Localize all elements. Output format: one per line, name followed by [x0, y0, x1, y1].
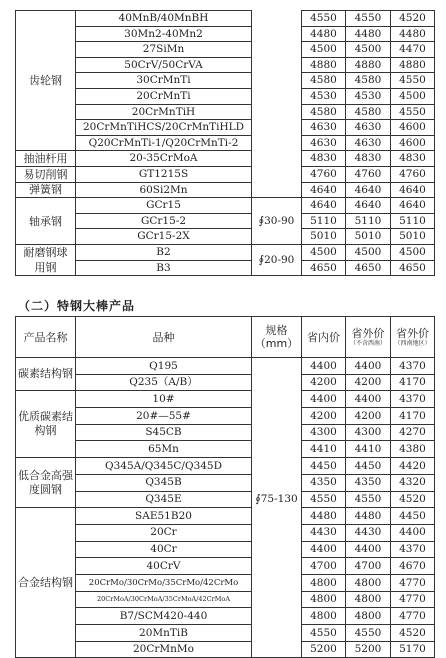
domestic-price-cell: 4430 [302, 524, 346, 541]
category-cell: 弹簧钢 [16, 182, 76, 198]
product-name-cell: Q345A/Q345C/Q345D [76, 458, 252, 475]
domestic-price-cell: 4550 [302, 11, 346, 27]
table-row [16, 166, 435, 182]
outside-price-cell: 4430 [346, 524, 391, 541]
product-name-cell: GCr15 [76, 198, 252, 214]
outside-price-cell: 4580 [346, 73, 391, 89]
product-name-cell: GCr15-2 [76, 213, 252, 229]
product-name-cell: Q195 [76, 358, 252, 375]
domestic-price-cell: 4450 [302, 458, 346, 475]
domestic-price-cell: 5110 [302, 213, 346, 229]
column-header-southwest-label: 省外价 [396, 326, 429, 340]
southwest-price-cell: 4500 [391, 244, 435, 260]
table-row [16, 391, 435, 408]
spec-cell [252, 166, 302, 182]
domestic-price-cell: 4650 [302, 260, 346, 276]
domestic-price-cell: 4410 [302, 441, 346, 458]
spec-cell [252, 391, 302, 408]
table-row [16, 474, 435, 491]
southwest-price-cell: 4520 [391, 625, 435, 642]
table-row [16, 213, 435, 229]
column-header-southwest-note: （西南地区） [394, 339, 431, 347]
table-row [16, 260, 435, 276]
product-name-cell: 20CrMnTiH [76, 104, 252, 120]
table-row [16, 541, 435, 558]
domestic-price-cell: 4480 [302, 508, 346, 525]
spec-cell: ∮30-90 [252, 198, 302, 245]
outside-price-cell: 5200 [346, 641, 391, 658]
outside-price-cell: 4800 [346, 574, 391, 591]
spec-cell [252, 458, 302, 475]
outside-price-cell: 4480 [346, 508, 391, 525]
southwest-price-cell: 4550 [391, 73, 435, 89]
domestic-price-cell: 4480 [302, 26, 346, 42]
domestic-price-cell: 5010 [302, 229, 346, 245]
category-cell: 碳素结构钢 [16, 358, 76, 391]
table-row [16, 441, 435, 458]
table-row [16, 491, 435, 508]
outside-price-cell: 4630 [346, 135, 391, 151]
outside-price-cell: 4400 [346, 391, 391, 408]
table-row [16, 408, 435, 425]
spec-cell [252, 11, 302, 27]
product-name-cell: Q345E [76, 491, 252, 508]
spec-cell [252, 135, 302, 151]
domestic-price-cell: 4630 [302, 120, 346, 136]
product-name-cell: 20CrMoA/30CrMoA/35CrMoA/42CrMoA [76, 591, 252, 608]
product-name-cell: 27SiMn [76, 42, 252, 58]
southwest-price-cell: 4670 [391, 558, 435, 575]
outside-price-cell: 4200 [346, 374, 391, 391]
domestic-price-cell: 4830 [302, 151, 346, 167]
table-row [16, 42, 435, 58]
southwest-price-cell: 4600 [391, 120, 435, 136]
category-cell: 轴承钢 [16, 198, 76, 245]
spec-cell [252, 374, 302, 391]
table-row [16, 104, 435, 120]
product-name-cell: 10# [76, 391, 252, 408]
column-header-outside-label: 省外价 [351, 326, 385, 340]
domestic-price-cell: 4400 [302, 391, 346, 408]
table-row [16, 88, 435, 104]
spec-cell [252, 42, 302, 58]
spec-cell [252, 182, 302, 198]
product-name-cell: 20CrMnTi [76, 88, 252, 104]
product-name-cell: 20CrMnMo [76, 641, 252, 658]
southwest-price-cell: 4370 [391, 391, 435, 408]
outside-price-cell: 4450 [346, 458, 391, 475]
spec-cell [252, 558, 302, 575]
domestic-price-cell: 4800 [302, 608, 346, 625]
column-header-outside-note: （不含西南） [349, 339, 386, 347]
southwest-price-cell: 4400 [391, 524, 435, 541]
product-name-cell: 20CrMnTiHCS/20CrMnTiHLD [76, 120, 252, 136]
spec-cell [252, 57, 302, 73]
southwest-price-cell: 4270 [391, 424, 435, 441]
product-name-cell: Q235（A/B） [76, 374, 252, 391]
domestic-price-cell: 4640 [302, 198, 346, 214]
product-name-cell: B3 [76, 260, 252, 276]
spec-cell [252, 591, 302, 608]
product-name-cell: Q345B [76, 474, 252, 491]
category-cell: 抽油杆用 [16, 151, 76, 167]
outside-price-cell: 4830 [346, 151, 391, 167]
southwest-price-cell: 4520 [391, 491, 435, 508]
domestic-price-cell: 4800 [302, 591, 346, 608]
column-header-domestic-price: 省内价 [302, 317, 346, 358]
outside-price-cell: 4480 [346, 26, 391, 42]
category-cell: 耐磨钢球 [16, 244, 76, 260]
outside-price-cell: 4550 [346, 11, 391, 27]
spec-cell [252, 441, 302, 458]
outside-price-cell: 4200 [346, 408, 391, 425]
category-cell: 齿轮钢 [16, 11, 76, 151]
southwest-price-cell: 4640 [391, 198, 435, 214]
category-cell: 合金结构钢 [16, 508, 76, 658]
southwest-price-cell: 4320 [391, 474, 435, 491]
category-cell: 用钢 [16, 260, 76, 276]
table-row [16, 198, 435, 214]
column-header-spec: 规格（mm） [252, 317, 302, 358]
spec-cell [252, 541, 302, 558]
southwest-price-cell: 4370 [391, 541, 435, 558]
product-name-cell: 30CrMnTi [76, 73, 252, 89]
table-row [16, 524, 435, 541]
domestic-price-cell: 4530 [302, 88, 346, 104]
domestic-price-cell: 4800 [302, 574, 346, 591]
table-row [16, 641, 435, 658]
domestic-price-cell: 4200 [302, 374, 346, 391]
table-row [16, 608, 435, 625]
outside-price-cell: 5110 [346, 213, 391, 229]
outside-price-cell: 4760 [346, 166, 391, 182]
column-header-category: 产品名称 [16, 317, 76, 358]
spec-cell [252, 524, 302, 541]
southwest-price-cell: 4830 [391, 151, 435, 167]
product-name-cell: 30Mn2-40Mn2 [76, 26, 252, 42]
outside-price-cell: 4700 [346, 558, 391, 575]
domestic-price-cell: 4300 [302, 424, 346, 441]
domestic-price-cell: 4880 [302, 57, 346, 73]
table-row [16, 374, 435, 391]
southwest-price-cell: 5010 [391, 229, 435, 245]
southwest-price-cell: 4170 [391, 408, 435, 425]
domestic-price-cell: 4640 [302, 182, 346, 198]
southwest-price-cell: 4380 [391, 441, 435, 458]
table-row [16, 424, 435, 441]
southwest-price-cell: 4450 [391, 508, 435, 525]
spec-cell [252, 73, 302, 89]
domestic-price-cell: 4760 [302, 166, 346, 182]
southwest-price-cell: 4470 [391, 42, 435, 58]
domestic-price-cell: 4500 [302, 42, 346, 58]
outside-price-cell: 4640 [346, 198, 391, 214]
southwest-price-cell: 4480 [391, 26, 435, 42]
southwest-price-cell: 5110 [391, 213, 435, 229]
product-name-cell: 60Si2Mn [76, 182, 252, 198]
product-name-cell: B7/SCM420-440 [76, 608, 252, 625]
table-row [16, 574, 435, 591]
domestic-price-cell: 4350 [302, 474, 346, 491]
domestic-price-cell: 4550 [302, 625, 346, 642]
product-name-cell: S45CB [76, 424, 252, 441]
product-name-cell: 20MnTiB [76, 625, 252, 642]
outside-price-cell: 4500 [346, 42, 391, 58]
product-name-cell: GT1215S [76, 166, 252, 182]
southwest-price-cell: 4770 [391, 574, 435, 591]
spec-cell [252, 574, 302, 591]
product-name-cell: B2 [76, 244, 252, 260]
outside-price-cell: 4400 [346, 541, 391, 558]
domestic-price-cell: 4630 [302, 135, 346, 151]
domestic-price-cell: 4580 [302, 104, 346, 120]
product-name-cell: 20#—55# [76, 408, 252, 425]
outside-price-cell: 4410 [346, 441, 391, 458]
southwest-price-cell: 4420 [391, 458, 435, 475]
outside-price-cell: 4530 [346, 88, 391, 104]
spec-cell [252, 408, 302, 425]
product-name-cell: 65Mn [76, 441, 252, 458]
outside-price-cell: 4550 [346, 491, 391, 508]
spec-cell: ∮75-130 [252, 491, 302, 508]
spec-cell [252, 358, 302, 375]
domestic-price-cell: 4400 [302, 358, 346, 375]
product-name-cell: 40CrV [76, 558, 252, 575]
table-row [16, 625, 435, 642]
spec-cell [252, 26, 302, 42]
outside-price-cell: 4350 [346, 474, 391, 491]
domestic-price-cell: 5200 [302, 641, 346, 658]
outside-price-cell: 4300 [346, 424, 391, 441]
table-row [16, 26, 435, 42]
spec-cell [252, 508, 302, 525]
southwest-price-cell: 4520 [391, 11, 435, 27]
domestic-price-cell: 4580 [302, 73, 346, 89]
product-name-cell: GCr15-2X [76, 229, 252, 245]
outside-price-cell: 4650 [346, 260, 391, 276]
product-name-cell: 40MnB/40MnBH [76, 11, 252, 27]
product-name-cell: Q20CrMnTi-1/Q20CrMnTi-2 [76, 135, 252, 151]
outside-price-cell: 5010 [346, 229, 391, 245]
outside-price-cell: 4800 [346, 608, 391, 625]
southwest-price-cell: 4770 [391, 591, 435, 608]
outside-price-cell: 4400 [346, 358, 391, 375]
domestic-price-cell: 4500 [302, 244, 346, 260]
southwest-price-cell: 4550 [391, 104, 435, 120]
spec-cell [252, 151, 302, 167]
spec-cell [252, 641, 302, 658]
southwest-price-cell: 4640 [391, 182, 435, 198]
spec-cell [252, 88, 302, 104]
southwest-price-cell: 4370 [391, 358, 435, 375]
southwest-price-cell: 4880 [391, 57, 435, 73]
outside-price-cell: 4630 [346, 120, 391, 136]
outside-price-cell: 4500 [346, 244, 391, 260]
table-row [16, 57, 435, 73]
column-header-name: 品种 [76, 317, 252, 358]
category-cell: 低合金高强度圆钢 [16, 458, 76, 508]
product-name-cell: SAE51B20 [76, 508, 252, 525]
southwest-price-cell: 4770 [391, 608, 435, 625]
table-row [16, 135, 435, 151]
domestic-price-cell: 4700 [302, 558, 346, 575]
southwest-price-cell: 4170 [391, 374, 435, 391]
category-cell: 易切削钢 [16, 166, 76, 182]
spec-cell [252, 104, 302, 120]
table-row [16, 508, 435, 525]
southwest-price-cell: 4760 [391, 166, 435, 182]
outside-price-cell: 4880 [346, 57, 391, 73]
category-cell: 优质碳素结构钢 [16, 391, 76, 458]
table-row [16, 591, 435, 608]
table-row [16, 244, 435, 260]
spec-cell [252, 120, 302, 136]
domestic-price-cell: 4550 [302, 491, 346, 508]
domestic-price-cell: 4200 [302, 408, 346, 425]
column-header-outside-price [346, 317, 391, 358]
product-name-cell: 20-35CrMoA [76, 151, 252, 167]
southwest-price-cell: 4600 [391, 135, 435, 151]
spec-cell [252, 474, 302, 491]
spec-cell: ∮20-90 [252, 244, 302, 275]
southwest-price-cell: 5170 [391, 641, 435, 658]
product-name-cell: 40Cr [76, 541, 252, 558]
column-header-southwest-price [391, 317, 435, 358]
special-steel-price-table-continued [15, 10, 435, 276]
outside-price-cell: 4800 [346, 591, 391, 608]
spec-cell [252, 608, 302, 625]
table-row [16, 11, 435, 27]
outside-price-cell: 4640 [346, 182, 391, 198]
outside-price-cell: 4580 [346, 104, 391, 120]
product-name-cell: 20Cr [76, 524, 252, 541]
table-row [16, 229, 435, 245]
table-row [16, 558, 435, 575]
table-row [16, 151, 435, 167]
table-row [16, 358, 435, 375]
table-row [16, 73, 435, 89]
spec-cell [252, 424, 302, 441]
product-name-cell: 20CrMo/30CrMo/35CrMo/42CrMo [76, 574, 252, 591]
table-row [16, 458, 435, 475]
outside-price-cell: 4550 [346, 625, 391, 642]
large-bar-price-table [15, 316, 435, 658]
domestic-price-cell: 4400 [302, 541, 346, 558]
spec-cell [252, 625, 302, 642]
southwest-price-cell: 4500 [391, 88, 435, 104]
product-name-cell: 50CrV/50CrVA [76, 57, 252, 73]
southwest-price-cell: 4650 [391, 260, 435, 276]
section-title: （二）特钢大棒产品 [18, 299, 136, 313]
table-row [16, 182, 435, 198]
table-header-row [16, 317, 435, 358]
table-row [16, 120, 435, 136]
